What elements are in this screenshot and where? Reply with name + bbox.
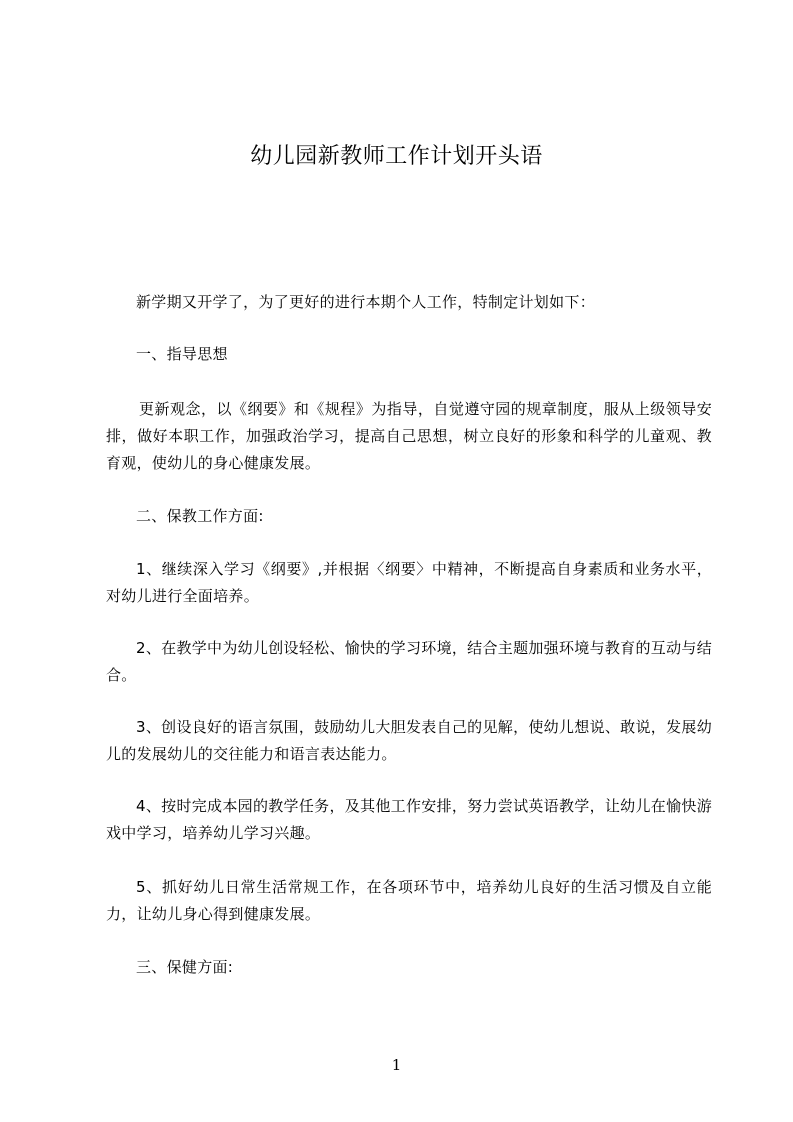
list-item: 5、抓好幼儿日常生活常规工作，在各项环节中，培养幼儿良好的生活习惯及自立能力，让幼儿身心得到健康发展。 [106,878,712,923]
intro-paragraph: 新学期又开学了，为了更好的进行本期个人工作，特制定计划如下： [136,293,596,311]
page-title: 幼儿园新教师工作计划开头语 [250,144,543,169]
page-number: 1 [391,1056,402,1074]
list-item: 3、创设良好的语言氛围，鼓励幼儿大胆发表自己的见解，使幼儿想说、敢说，发展幼儿的发展幼儿的交往能力和语言表达能力。 [106,718,712,763]
guiding-ideology-paragraph: 更新观念，以《纲要》和《规程》为指导，自觉遵守园的规章制度，服从上级领导安排，做好本职工作，加强政治学习，提高自己思想，树立良好的形象和科学的儿童观、教育观，使幼儿的身心健康发展。 [106,400,712,472]
section-heading-health-care: 三、保健方面: [136,958,234,976]
section-heading-education-work: 二、保教工作方面: [136,507,264,525]
section-heading-guiding-ideology: 一、指导思想 [136,345,228,363]
list-item: 2、在教学中为幼儿创设轻松、愉快的学习环境，结合主题加强环境与教育的互动与结合。 [106,639,712,684]
list-item: 1、继续深入学习《纲要》,并根据〈纲要〉中精神，不断提高自身素质和业务水平，对幼儿进行全面培养。 [106,560,712,605]
list-item: 4、按时完成本园的教学任务，及其他工作安排，努力尝试英语教学，让幼儿在愉快游戏中学习，培养幼儿学习兴趣。 [106,797,712,842]
